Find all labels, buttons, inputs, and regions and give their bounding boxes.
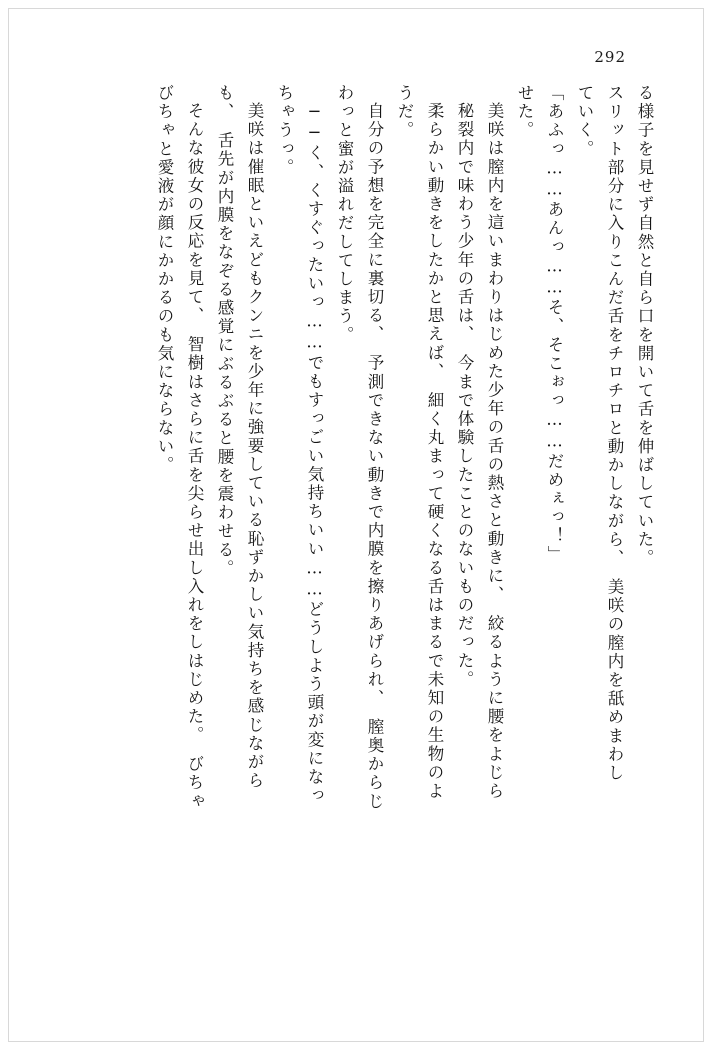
text-line: 柔らかい動きをしたかと思えば、 細く丸まって硬くなる舌はまるで未知の生物のよ <box>425 102 444 801</box>
text-line: 「あふっ……あんっ……そ、そこぉっ……だめぇっ！」 <box>545 84 564 564</box>
vertical-text-block <box>60 84 652 984</box>
text-line: ていく。 <box>575 84 594 159</box>
text-line: ──く、くすぐったいっ……でもすっごい気持ちいい……どうしよう頭が変になっ <box>305 102 324 806</box>
page-number: 292 <box>594 48 626 66</box>
text-line: わっと蜜が溢れだしてしまう。 <box>335 84 354 345</box>
text-line: も、 舌先が内膜をなぞる感覚にぶるぶると腰を震わせる。 <box>215 84 234 578</box>
text-line: 美咲は膣内を這いまわりはじめた少年の舌の熱さと動きに、 絞るように腰をよじら <box>485 102 504 801</box>
text-line: 美咲は催眠といえどもクンニを少年に強要している恥ずかしい気持ちを感じながら <box>245 102 264 791</box>
text-line: スリット部分に入りこんだ舌をチロチロと動かしながら、 美咲の膣内を舐めまわし <box>605 84 624 783</box>
text-line: うだ。 <box>395 84 414 140</box>
text-line: せた。 <box>515 84 534 140</box>
text-line: びちゃと愛液が顔にかかるのも気にならない。 <box>155 84 174 475</box>
text-line: 秘裂内で味わう少年の舌は、 今まで体験したことのないものだった。 <box>455 102 474 689</box>
text-line: る様子を見せず自然と自ら口を開いて舌を伸ばしていた。 <box>635 84 654 568</box>
text-line: ちゃうっ。 <box>275 84 294 177</box>
text-line: 自分の予想を完全に裏切る、 予測できない動きで内膜を擦りあげられ、 膣奥からじ <box>365 102 384 811</box>
text-line: そんな彼女の反応を見て、 智樹はさらに舌を尖らせ出し入れをしはじめた。 びちゃ <box>185 102 204 811</box>
